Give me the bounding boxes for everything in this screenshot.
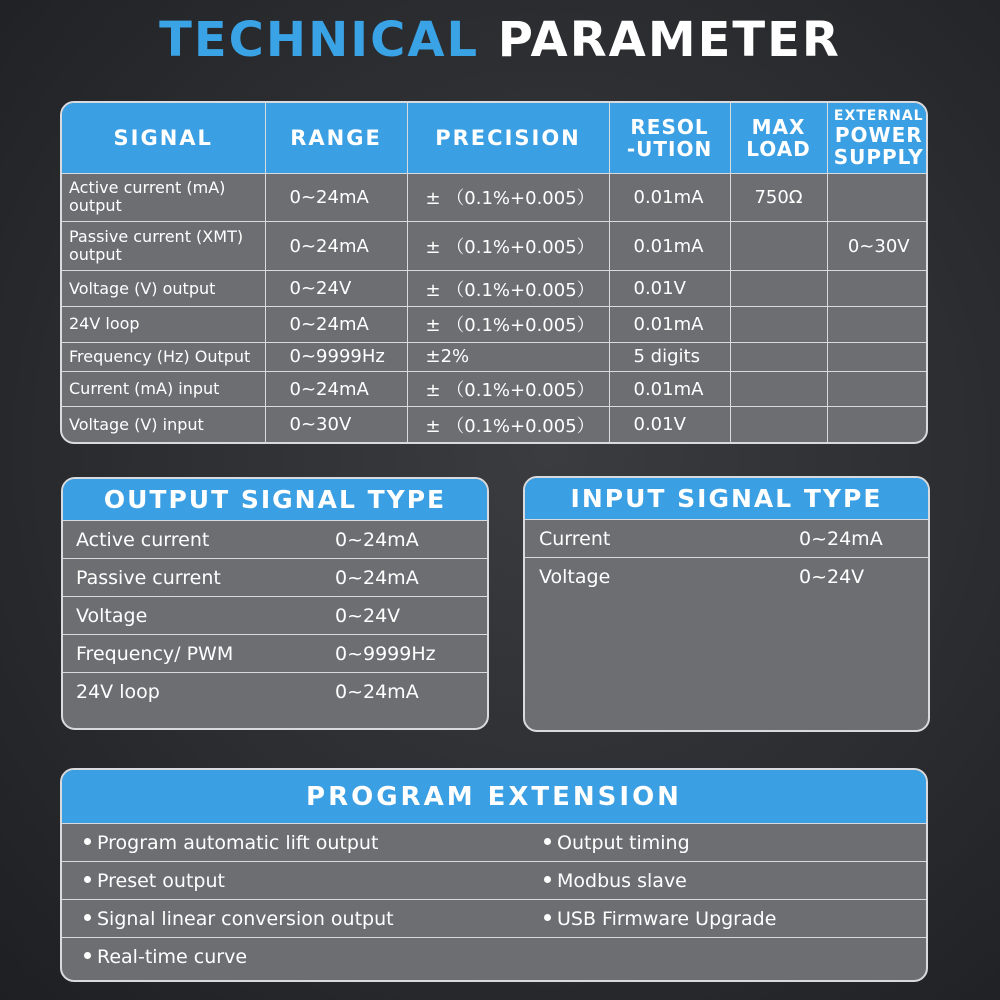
cell-precision: ±2% <box>407 342 609 371</box>
cell-external-power <box>827 173 928 222</box>
cell-precision: ± （0.1%+0.005） <box>407 407 609 442</box>
feature-item <box>544 824 690 862</box>
header-resolution-line2: -UTION <box>626 136 713 161</box>
cell-signal: Current (mA) input <box>62 371 265 407</box>
cell-max-load <box>730 307 827 343</box>
cell-max-load <box>730 407 827 442</box>
list-item <box>63 597 487 635</box>
cell-signal: Voltage (V) output <box>62 271 265 307</box>
signal-type-label: Current <box>539 528 611 550</box>
bullet-icon <box>84 914 91 921</box>
page-title <box>0 8 1000 72</box>
cell-precision: ± （0.1%+0.005） <box>407 371 609 407</box>
list-item <box>525 558 928 596</box>
signal-type-label: Voltage <box>539 566 611 588</box>
input-signal-type-title: INPUT SIGNAL TYPE <box>525 478 928 520</box>
feature-label: Program automatic lift output <box>97 832 379 854</box>
cell-resolution: 0.01V <box>609 407 730 442</box>
list-item <box>62 938 926 976</box>
header-max-load <box>730 103 827 173</box>
header-external-power-supply <box>827 103 928 173</box>
feature-item <box>84 938 247 976</box>
header-resolution <box>609 103 730 173</box>
list-item <box>525 520 928 558</box>
cell-signal: Active current (mA) output <box>62 173 265 222</box>
table-row <box>62 342 928 371</box>
header-signal: SIGNAL <box>62 103 265 173</box>
feature-label: Output timing <box>557 832 690 854</box>
cell-resolution: 0.01mA <box>609 222 730 271</box>
list-item <box>63 635 487 673</box>
input-signal-type-box <box>523 476 930 732</box>
cell-range: 0~24mA <box>265 173 407 222</box>
bullet-icon <box>84 952 91 959</box>
table-row <box>62 407 928 442</box>
cell-external-power <box>827 307 928 343</box>
signal-type-range: 0~24mA <box>335 567 419 589</box>
feature-item <box>544 900 776 938</box>
cell-range: 0~24V <box>265 271 407 307</box>
cell-external-power <box>827 371 928 407</box>
feature-label: USB Firmware Upgrade <box>557 908 777 930</box>
signal-type-range: 0~24mA <box>335 681 419 703</box>
title-part-1: TECHNICAL <box>159 12 480 68</box>
header-precision: PRECISION <box>407 103 609 173</box>
header-resolution-line1: RESOL <box>630 114 709 139</box>
feature-label: Signal linear conversion output <box>97 908 394 930</box>
bullet-icon <box>84 838 91 845</box>
feature-item <box>84 900 394 938</box>
cell-resolution: 0.01mA <box>609 307 730 343</box>
list-item <box>62 862 926 900</box>
list-item <box>63 559 487 597</box>
feature-label: Modbus slave <box>557 870 687 892</box>
cell-range: 0~9999Hz <box>265 342 407 371</box>
cell-signal: Frequency (Hz) Output <box>62 342 265 371</box>
signal-type-range: 0~24V <box>799 566 865 588</box>
header-max-load-line2: LOAD <box>746 136 811 161</box>
table-row <box>62 222 928 271</box>
technical-parameter-table <box>60 101 928 444</box>
list-item <box>62 900 926 938</box>
signal-type-label: Passive current <box>76 567 221 589</box>
header-ext-line2: POWER <box>834 122 923 147</box>
cell-max-load <box>730 342 827 371</box>
signal-type-range: 0~24V <box>335 605 401 627</box>
output-signal-type-box <box>61 477 489 730</box>
signal-type-label: 24V loop <box>76 681 160 703</box>
cell-max-load <box>730 371 827 407</box>
signal-type-range: 0~24mA <box>799 528 883 550</box>
feature-item <box>544 862 687 900</box>
feature-item <box>84 824 378 862</box>
bullet-icon <box>544 838 551 845</box>
cell-resolution: 0.01mA <box>609 371 730 407</box>
cell-precision: ± （0.1%+0.005） <box>407 271 609 307</box>
cell-precision: ± （0.1%+0.005） <box>407 307 609 343</box>
cell-signal: Passive current (XMT) output <box>62 222 265 271</box>
table-row <box>62 371 928 407</box>
list-item <box>62 824 926 862</box>
output-signal-type-title: OUTPUT SIGNAL TYPE <box>63 479 487 521</box>
cell-signal: 24V loop <box>62 307 265 343</box>
cell-max-load: 750Ω <box>730 173 827 222</box>
bullet-icon <box>84 876 91 883</box>
list-item <box>63 521 487 559</box>
program-extension-title: PROGRAM EXTENSION <box>62 770 926 824</box>
feature-label: Preset output <box>97 870 225 892</box>
signal-type-range: 0~9999Hz <box>335 643 436 665</box>
signal-type-label: Frequency/ PWM <box>76 643 234 665</box>
bullet-icon <box>544 876 551 883</box>
cell-external-power <box>827 407 928 442</box>
feature-item <box>84 862 225 900</box>
program-extension-box <box>60 768 928 982</box>
cell-range: 0~24mA <box>265 307 407 343</box>
cell-range: 0~30V <box>265 407 407 442</box>
feature-label: Real-time curve <box>97 946 248 968</box>
cell-range: 0~24mA <box>265 222 407 271</box>
cell-resolution: 0.01mA <box>609 173 730 222</box>
bullet-icon <box>544 914 551 921</box>
cell-resolution: 5 digits <box>609 342 730 371</box>
header-ext-line3: SUPPLY <box>833 144 924 169</box>
title-part-2: PARAMETER <box>497 12 841 68</box>
signal-type-label: Active current <box>76 529 210 551</box>
cell-precision: ± （0.1%+0.005） <box>407 173 609 222</box>
cell-external-power <box>827 342 928 371</box>
header-max-load-line1: MAX <box>751 114 806 139</box>
cell-resolution: 0.01V <box>609 271 730 307</box>
header-range: RANGE <box>265 103 407 173</box>
cell-external-power: 0~30V <box>827 222 928 271</box>
table-row <box>62 173 928 222</box>
cell-range: 0~24mA <box>265 371 407 407</box>
cell-external-power <box>827 271 928 307</box>
signal-type-label: Voltage <box>76 605 148 627</box>
cell-max-load <box>730 271 827 307</box>
table-row <box>62 271 928 307</box>
header-ext-line1: EXTERNAL <box>833 107 924 124</box>
table-row <box>62 307 928 343</box>
cell-max-load <box>730 222 827 271</box>
list-item <box>63 673 487 711</box>
table-header-row <box>62 103 928 173</box>
signal-type-range: 0~24mA <box>335 529 419 551</box>
cell-signal: Voltage (V) input <box>62 407 265 442</box>
cell-precision: ± （0.1%+0.005） <box>407 222 609 271</box>
